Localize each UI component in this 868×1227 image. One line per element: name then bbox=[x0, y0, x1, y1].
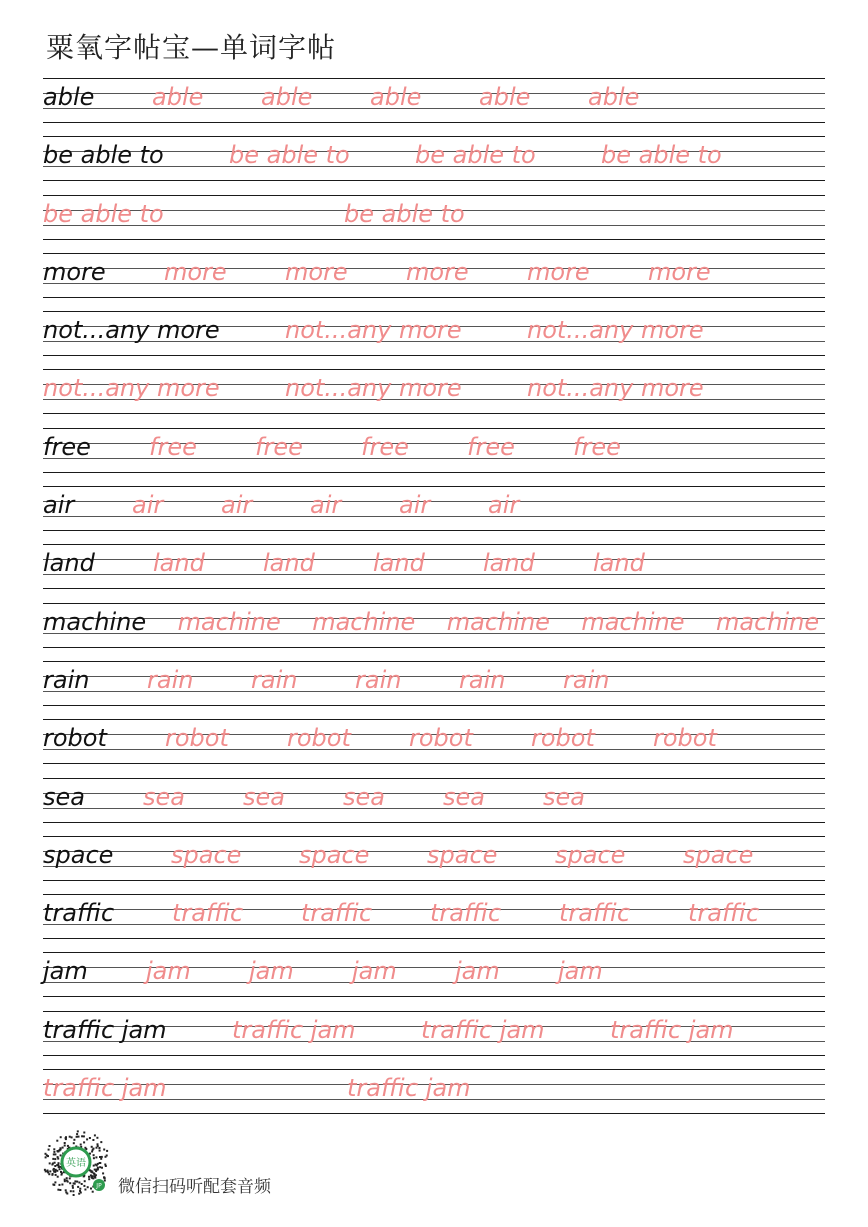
trace-word: air bbox=[221, 491, 253, 520]
practice-row bbox=[43, 834, 825, 892]
ruling-line bbox=[43, 413, 825, 414]
practice-row bbox=[43, 484, 825, 542]
ruling-line bbox=[43, 78, 825, 79]
model-word: jam bbox=[43, 957, 88, 986]
ruling-line bbox=[43, 836, 825, 837]
trace-word: traffic bbox=[688, 899, 760, 928]
trace-word: not...any more bbox=[285, 316, 462, 345]
trace-word: space bbox=[171, 840, 242, 869]
ruling-line bbox=[43, 661, 825, 662]
trace-word: more bbox=[648, 257, 711, 286]
trace-word: free bbox=[255, 432, 303, 461]
practice-sheet bbox=[43, 76, 825, 1125]
model-word: able bbox=[43, 83, 95, 111]
page-title: 粟氧字帖宝—单词字帖 bbox=[46, 31, 337, 64]
ruling-line bbox=[43, 472, 825, 473]
trace-word: robot bbox=[531, 724, 595, 753]
ruling-line bbox=[43, 180, 825, 181]
trace-word: more bbox=[285, 257, 348, 286]
trace-word: free bbox=[467, 432, 515, 461]
trace-word: jam bbox=[352, 957, 397, 986]
ruling-line bbox=[43, 618, 825, 619]
trace-word: space bbox=[427, 840, 498, 869]
trace-word: traffic bbox=[559, 899, 631, 928]
ruling-line bbox=[43, 136, 825, 137]
trace-word: rain bbox=[147, 665, 194, 694]
trace-word: jam bbox=[146, 957, 191, 986]
trace-word: traffic jam bbox=[347, 1074, 471, 1103]
practice-row bbox=[43, 76, 825, 134]
trace-word: air bbox=[488, 491, 520, 520]
practice-row bbox=[43, 134, 825, 192]
trace-word: jam bbox=[455, 957, 500, 986]
footer bbox=[42, 1128, 442, 1198]
trace-word: jam bbox=[249, 957, 294, 986]
trace-word: robot bbox=[287, 724, 351, 753]
trace-word: robot bbox=[165, 724, 229, 753]
ruling-line bbox=[43, 996, 825, 997]
trace-word: able bbox=[479, 83, 531, 111]
ruling-line bbox=[43, 603, 825, 604]
trace-word: able bbox=[370, 83, 422, 111]
trace-word: traffic bbox=[430, 899, 502, 928]
ruling-line bbox=[43, 297, 825, 298]
trace-word: be able to bbox=[415, 141, 536, 170]
model-word: robot bbox=[43, 724, 107, 753]
model-word: traffic jam bbox=[43, 1015, 167, 1044]
practice-row bbox=[43, 601, 825, 659]
model-word: sea bbox=[43, 782, 85, 811]
ruling-line bbox=[43, 763, 825, 764]
ruling-line bbox=[43, 530, 825, 531]
model-word: machine bbox=[43, 607, 147, 636]
ruling-line bbox=[43, 1113, 825, 1114]
ruling-line bbox=[43, 195, 825, 196]
trace-word: robot bbox=[653, 724, 717, 753]
footer-caption: 微信扫码听配套音频 bbox=[118, 1177, 271, 1197]
trace-word: traffic jam bbox=[610, 1015, 734, 1044]
trace-word: sea bbox=[443, 782, 485, 811]
practice-row bbox=[43, 892, 825, 950]
practice-row bbox=[43, 309, 825, 367]
trace-word: not...any more bbox=[527, 316, 704, 345]
model-word: be able to bbox=[43, 141, 164, 170]
trace-word: machine bbox=[446, 607, 550, 636]
trace-word: air bbox=[399, 491, 431, 520]
trace-word: traffic jam bbox=[43, 1074, 167, 1103]
trace-word: able bbox=[588, 83, 640, 111]
trace-word: robot bbox=[409, 724, 473, 753]
trace-word: sea bbox=[343, 782, 385, 811]
ruling-line bbox=[43, 1055, 825, 1056]
practice-row bbox=[43, 776, 825, 834]
trace-word: free bbox=[573, 432, 621, 461]
trace-word: land bbox=[593, 549, 645, 578]
trace-word: air bbox=[132, 491, 164, 520]
ruling-line bbox=[43, 253, 825, 254]
trace-word: traffic bbox=[301, 899, 373, 928]
practice-row bbox=[43, 367, 825, 425]
practice-row bbox=[43, 251, 825, 309]
ruling-line bbox=[43, 588, 825, 589]
qr-code-icon[interactable] bbox=[42, 1128, 110, 1196]
trace-word: land bbox=[373, 549, 425, 578]
practice-row bbox=[43, 717, 825, 775]
model-word: traffic bbox=[43, 899, 115, 928]
practice-row bbox=[43, 950, 825, 1008]
model-word: land bbox=[43, 549, 95, 578]
trace-word: not...any more bbox=[285, 374, 462, 403]
trace-word: traffic jam bbox=[232, 1015, 356, 1044]
ruling-line bbox=[43, 1069, 825, 1070]
model-word: rain bbox=[43, 665, 90, 694]
ruling-line bbox=[43, 822, 825, 823]
trace-word: more bbox=[164, 257, 227, 286]
ruling-line bbox=[43, 239, 825, 240]
model-word: not...any more bbox=[43, 316, 220, 345]
ruling-line bbox=[43, 355, 825, 356]
trace-word: traffic jam bbox=[421, 1015, 545, 1044]
trace-word: be able to bbox=[601, 141, 722, 170]
trace-word: rain bbox=[251, 665, 298, 694]
trace-word: traffic bbox=[172, 899, 244, 928]
trace-word: jam bbox=[558, 957, 603, 986]
ruling-line bbox=[43, 719, 825, 720]
trace-word: free bbox=[361, 432, 409, 461]
ruling-line bbox=[43, 880, 825, 881]
trace-word: able bbox=[152, 83, 204, 111]
model-word: more bbox=[43, 257, 106, 286]
trace-word: space bbox=[555, 840, 626, 869]
ruling-line bbox=[43, 778, 825, 779]
trace-word: machine bbox=[581, 607, 685, 636]
ruling-line bbox=[43, 486, 825, 487]
trace-word: free bbox=[149, 432, 197, 461]
trace-word: sea bbox=[543, 782, 585, 811]
ruling-line bbox=[43, 894, 825, 895]
trace-word: more bbox=[406, 257, 469, 286]
trace-word: machine bbox=[312, 607, 416, 636]
ruling-line bbox=[43, 938, 825, 939]
model-word: free bbox=[43, 432, 91, 461]
ruling-line bbox=[43, 705, 825, 706]
practice-row bbox=[43, 426, 825, 484]
ruling-line bbox=[43, 122, 825, 123]
model-word: air bbox=[43, 491, 75, 520]
ruling-line bbox=[43, 311, 825, 312]
trace-word: able bbox=[261, 83, 313, 111]
ruling-line bbox=[43, 633, 825, 634]
trace-word: be able to bbox=[43, 199, 164, 228]
trace-word: space bbox=[683, 840, 754, 869]
trace-word: machine bbox=[177, 607, 281, 636]
practice-row bbox=[43, 193, 825, 251]
ruling-line bbox=[43, 544, 825, 545]
model-word: space bbox=[43, 840, 114, 869]
ruling-line bbox=[43, 1011, 825, 1012]
trace-word: sea bbox=[243, 782, 285, 811]
ruling-line bbox=[43, 428, 825, 429]
trace-word: rain bbox=[459, 665, 506, 694]
trace-word: rain bbox=[355, 665, 402, 694]
trace-word: not...any more bbox=[527, 374, 704, 403]
trace-word: land bbox=[263, 549, 315, 578]
practice-row bbox=[43, 1009, 825, 1067]
trace-word: be able to bbox=[344, 199, 465, 228]
trace-word: land bbox=[483, 549, 535, 578]
ruling-line bbox=[43, 647, 825, 648]
trace-word: rain bbox=[563, 665, 610, 694]
practice-row bbox=[43, 659, 825, 717]
qr-corner-label: JP bbox=[96, 1182, 102, 1190]
practice-row bbox=[43, 1067, 825, 1125]
trace-word: space bbox=[299, 840, 370, 869]
ruling-line bbox=[43, 952, 825, 953]
trace-word: air bbox=[310, 491, 342, 520]
trace-word: not...any more bbox=[43, 374, 220, 403]
practice-row bbox=[43, 542, 825, 600]
trace-word: sea bbox=[143, 782, 185, 811]
qr-badge-label: 英语 bbox=[66, 1158, 86, 1169]
trace-word: more bbox=[527, 257, 590, 286]
trace-word: land bbox=[153, 549, 205, 578]
trace-word: be able to bbox=[229, 141, 350, 170]
ruling-line bbox=[43, 369, 825, 370]
trace-word: machine bbox=[716, 607, 820, 636]
